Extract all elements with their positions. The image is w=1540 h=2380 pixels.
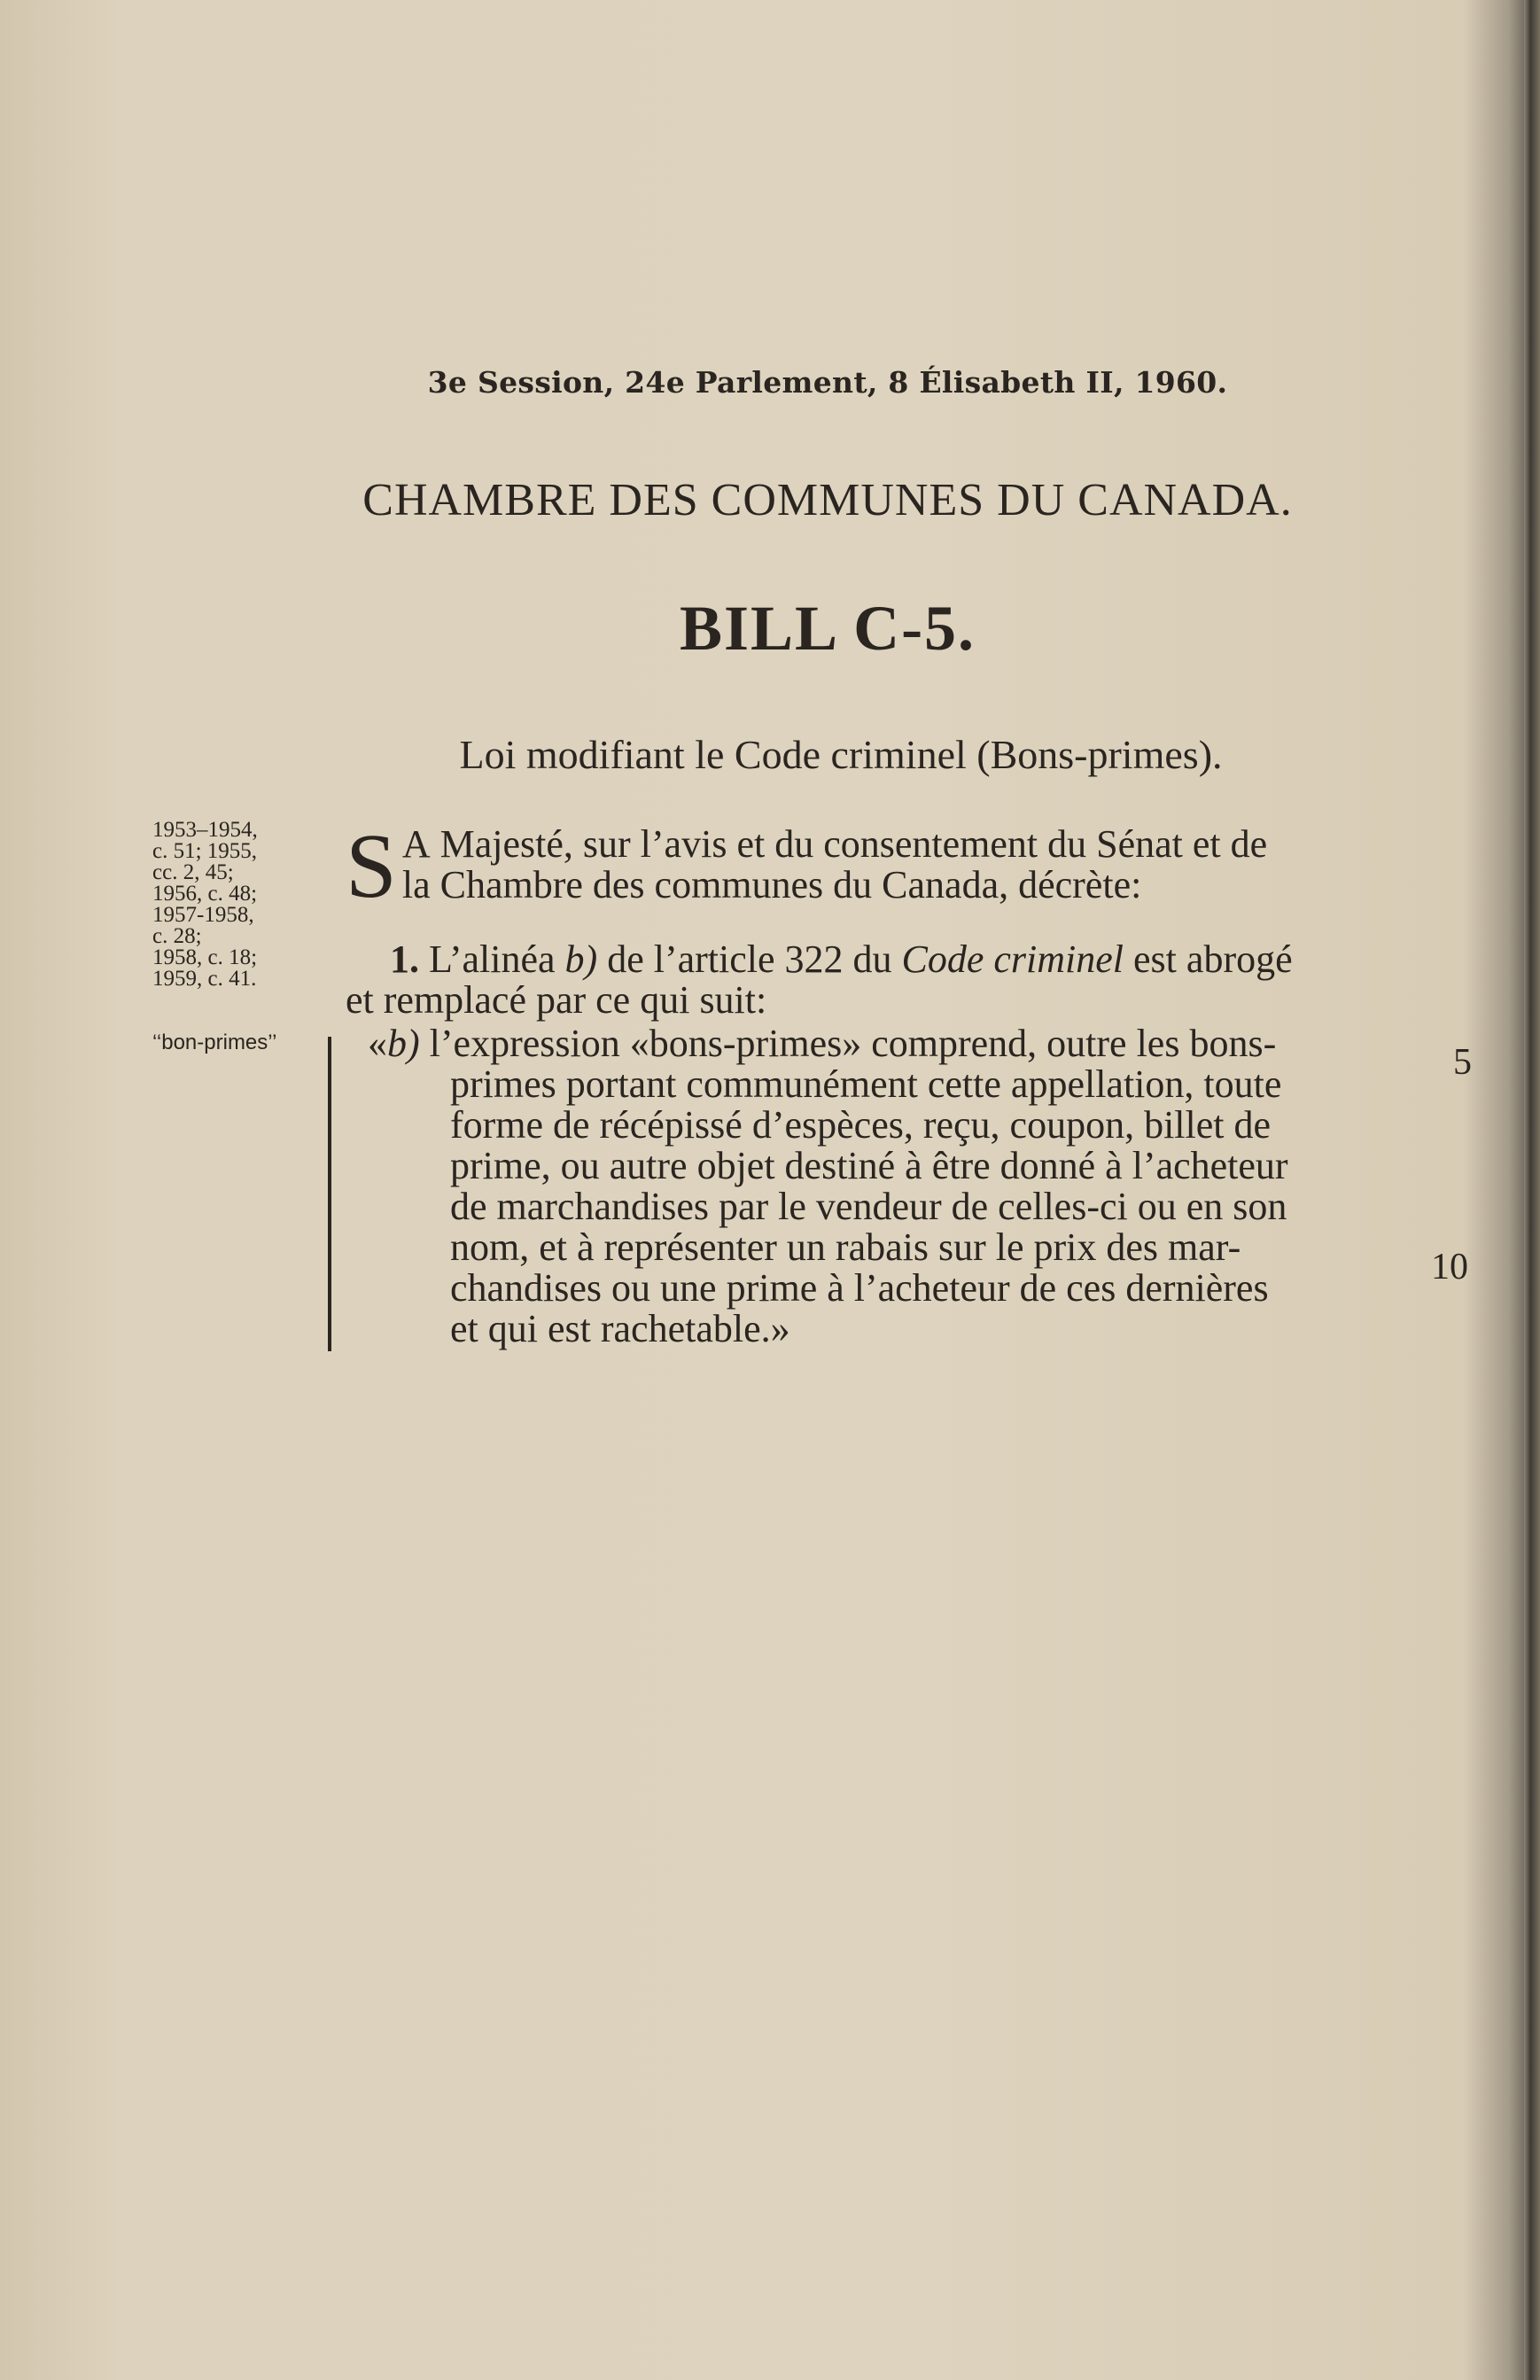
enact-line1: Majesté, sur l’avis et du consentement du Sénat et de — [430, 822, 1268, 866]
clause-text: L’alinéa — [419, 937, 565, 981]
clause-text: est abrogé — [1124, 937, 1293, 981]
citation-line: c. 28; — [152, 924, 202, 948]
citation-line: 1957-1958, — [152, 903, 254, 927]
citation-line: 1958, c. 18; — [152, 945, 258, 969]
citation-line: 1959, c. 41. — [152, 967, 257, 991]
margin-citations — [152, 820, 338, 990]
line-number: 10 — [1431, 1247, 1468, 1287]
chamber-heading: CHAMBRE DES COMMUNES DU CANADA. — [362, 475, 1293, 525]
definition-line: chandises ou une prime à l’acheteur de ces dernières — [450, 1266, 1269, 1310]
definition-line: primes portant communément cette appellation, toute — [450, 1062, 1282, 1106]
clause-paragraph-ref: b) — [564, 937, 598, 981]
page-edge-shadow — [1524, 0, 1540, 2380]
definition-open-quote: « — [368, 1022, 387, 1065]
definition-line: et qui est rachetable.» — [450, 1307, 790, 1350]
session-heading: 3e Session, 24e Parlement, 8 Élisabeth II, 1960. — [427, 365, 1228, 400]
definition-text: l’expression «bons-primes» comprend, outre les bons- — [419, 1022, 1277, 1065]
definition-line: prime, ou autre objet destiné à être donné à l’acheteur — [450, 1144, 1288, 1187]
enacting-clause — [346, 815, 1427, 917]
clause-line2: et remplacé par ce qui suit: — [346, 978, 767, 1022]
clause-1 — [346, 939, 1427, 1021]
definition-paragraph-ref: b) — [387, 1022, 420, 1065]
citation-line: 1956, c. 48; — [152, 882, 258, 906]
margin-term: ‘‘bon-primes’’ — [152, 1031, 277, 1054]
enact-lead: A — [401, 822, 431, 866]
code-criminel-ref: Code criminel — [901, 937, 1124, 981]
bill-number: BILL C-5. — [679, 593, 976, 664]
bill-title: Loi modifiant le Code criminel (Bons-primes). — [459, 732, 1223, 777]
clause-text: de l’article 322 du — [597, 937, 902, 981]
citation-line: cc. 2, 45; — [152, 860, 234, 884]
citation-line: 1953–1954, — [152, 818, 258, 842]
citation-line: c. 51; 1955, — [152, 839, 258, 863]
definition-paragraph — [368, 1023, 1413, 1349]
drop-cap: S — [346, 815, 397, 917]
definition-line: forme de récépissé d’espèces, reçu, coupon, billet de — [450, 1103, 1272, 1147]
definition-line: de marchandises par le vendeur de celles-ci ou en son — [450, 1185, 1287, 1228]
line-number: 5 — [1453, 1042, 1472, 1083]
definition-line — [368, 1023, 1413, 1064]
clause-number: 1. — [390, 937, 419, 981]
amendment-bar — [328, 1037, 331, 1351]
enact-line2: la Chambre des communes du Canada, décrète: — [401, 863, 1142, 906]
definition-line: nom, et à représenter un rabais sur le prix des mar- — [450, 1225, 1241, 1269]
